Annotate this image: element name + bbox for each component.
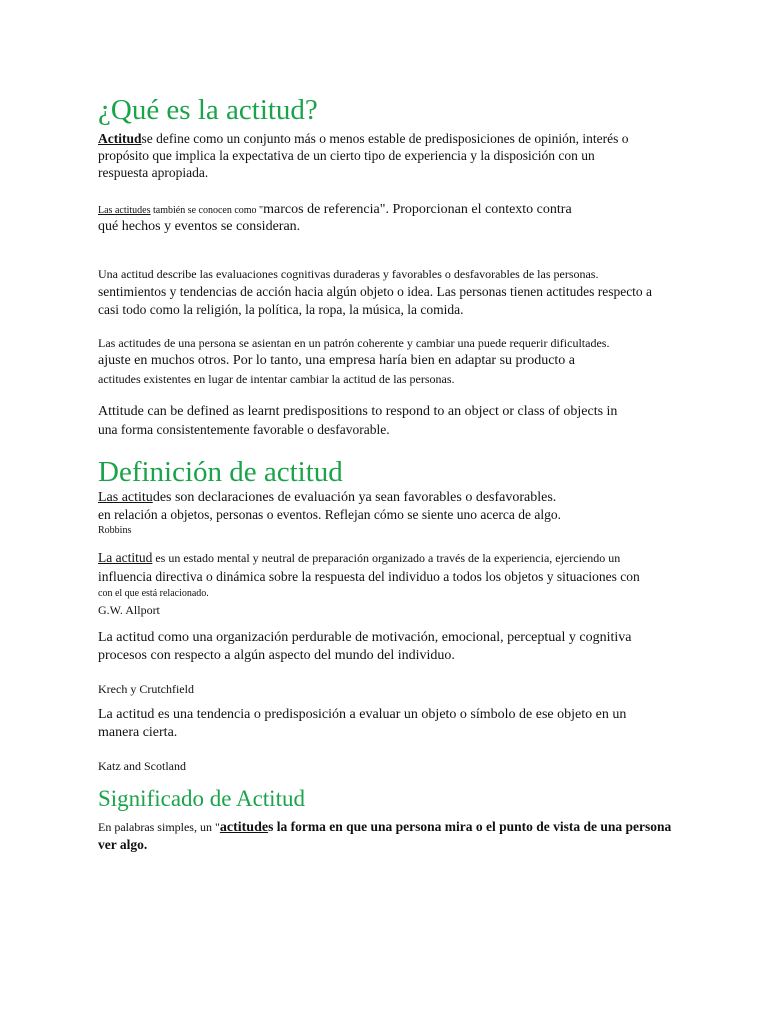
p4-line-3: actitudes existentes en lugar de intentar cambiar la actitud de las personas. — [98, 372, 455, 386]
term-actitude: actitude — [219, 820, 269, 835]
intro-line-3: respuesta apropiada. — [98, 165, 209, 180]
p2-text: marcos de referencia". Proporcionan el contexto contra — [263, 202, 572, 217]
m-small-text: En palabras simples, un " — [98, 820, 220, 834]
section-title-definicion: Definición de actitud — [98, 456, 343, 488]
term-la-actitud: La actitud — [98, 550, 153, 565]
d2-text: es un estado mental y neutral de preparación organizado a través de la experiencia, ejerciendo un — [152, 551, 621, 565]
p4-line-1: Las actitudes de una persona se asientan en un patrón coherente y cambiar una puede requerir dificultades. — [98, 336, 610, 350]
intro-text: se define como un conjunto más o menos estable de predisposiciones de opinión, interés o — [141, 131, 629, 146]
intro-line-1 — [98, 130, 629, 148]
p3-line-3: casi todo como la religión, la política, la ropa, la música, la comida. — [98, 302, 464, 317]
p2-line-2: qué hechos y eventos se consideran. — [98, 219, 301, 234]
p2-small-text: también se conocen como " — [150, 205, 264, 216]
term-actitud: Actitud — [98, 131, 142, 146]
author-katz: Katz and Scotland — [98, 759, 186, 773]
term-las-actitudes: Las actitudes — [98, 205, 151, 216]
d2-line-3: con el que está relacionado. — [98, 588, 209, 599]
intro-line-2: propósito que implica la expectativa de un cierto tipo de experiencia y la disposición con un — [98, 148, 595, 163]
p3-line-2: sentimientos y tendencias de acción hacia algún objeto o idea. Las personas tienen actitudes respecto a — [98, 284, 653, 299]
term-las-actitu: Las actitu — [98, 490, 153, 505]
d4-line-2: manera cierta. — [98, 725, 178, 740]
author-krech: Krech y Crutchfield — [98, 682, 194, 696]
d1-text: des son declaraciones de evaluación ya sean favorables o desfavorables. — [152, 490, 557, 505]
p5-line-1: Attitude can be defined as learnt predispositions to respond to an object or class of objects in — [98, 404, 618, 419]
d1-line-2: en relación a objetos, personas o eventos. Reflejan cómo se siente uno acerca de algo. — [98, 507, 561, 522]
section-title-significado: Significado de Actitud — [98, 786, 305, 811]
m-line-1 — [98, 818, 671, 837]
m-text: s la forma en que una persona mira o el punto de vista de una persona — [268, 819, 672, 834]
author-allport: G.W. Allport — [98, 603, 160, 617]
m-line-2: ver algo. — [98, 837, 148, 852]
p3-line-1: Una actitud describe las evaluaciones cognitivas duraderas y favorables o desfavorables de las personas. — [98, 267, 599, 281]
d1-line-1 — [98, 489, 556, 507]
author-robbins: Robbins — [98, 525, 132, 536]
d2-line-2: influencia directiva o dinámica sobre la respuesta del individuo a todos los objetos y situaciones con — [98, 569, 640, 584]
p5-line-2: una forma consistentemente favorable o desfavorable. — [98, 422, 390, 437]
d3-line-1: La actitud como una organización perdurable de motivación, emocional, perceptual y cognitiva — [98, 630, 632, 645]
p4-line-2: ajuste en muchos otros. Por lo tanto, una empresa haría bien en adaptar su producto a — [98, 353, 576, 368]
section-title-que-es: ¿Qué es la actitud? — [98, 94, 318, 126]
d4-line-1: La actitud es una tendencia o predisposición a evaluar un objeto o símbolo de ese objeto en un — [98, 707, 627, 722]
d3-line-2: procesos con respecto a algún aspecto del mundo del individuo. — [98, 648, 455, 663]
d2-line-1 — [98, 549, 620, 567]
